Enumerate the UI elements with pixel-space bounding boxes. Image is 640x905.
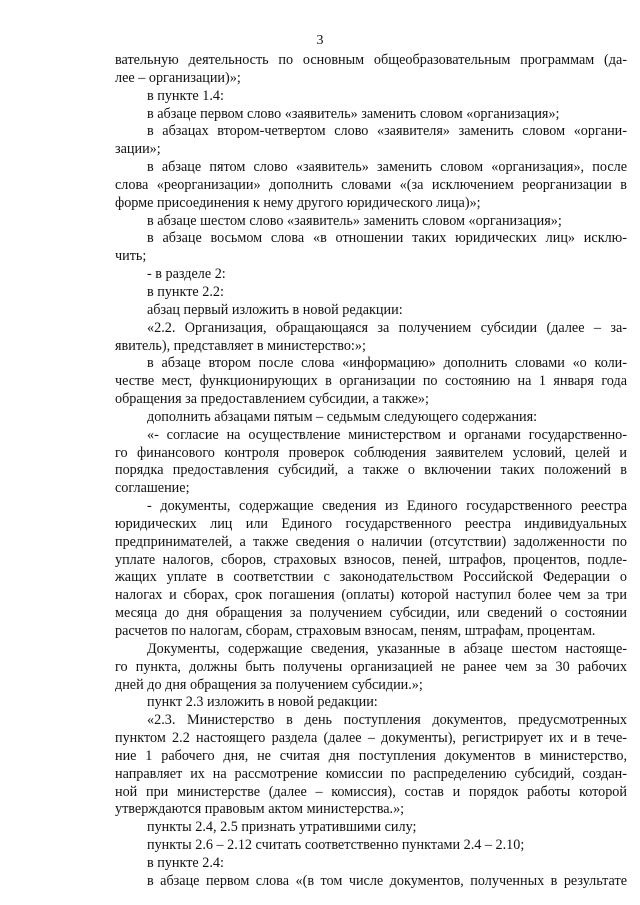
- text-line: порядка предоставления субсидий, а также о включении таких положений в: [115, 462, 627, 479]
- text-line: - документы, содержащие сведения из Единого государственного реестра: [147, 498, 627, 515]
- text-line: юридических лиц или Единого государственного реестра индивидуальных: [115, 515, 627, 532]
- text-line: в абзаце первом слово «заявитель» заменить словом «организация»;: [147, 105, 560, 122]
- text-line: го пункта, должны быть получены организацией не ранее чем за 30 рабочих: [115, 658, 627, 675]
- text-line: - в разделе 2:: [147, 266, 226, 283]
- text-line: пункты 2.4, 2.5 признать утратившими силу;: [147, 819, 417, 836]
- text-line: жащих уплате в соответствии с законодательством Российской Федерации о: [115, 569, 627, 586]
- page-number: 3: [316, 33, 324, 48]
- text-line: ние 1 рабочего дня, не считая дня поступления документов в министерство,: [115, 747, 627, 764]
- text-line: налогах и сборах, срок погашения (оплаты) которой наступил более чем за три: [115, 587, 627, 604]
- text-line: утверждаются правовым актом министерства.»;: [115, 801, 405, 818]
- text-line: уплате налогов, сборов, страховых взносов, пеней, штрафов, процентов, подле-: [115, 551, 627, 568]
- text-line: «2.3. Министерство в день поступления документов, предусмотренных: [147, 712, 627, 729]
- text-line: направляет их на рассмотрение комиссии по распределению субсидий, создан-: [115, 765, 627, 782]
- text-line: в пункте 2.2:: [147, 283, 224, 300]
- text-line: в абзаце шестом слово «заявитель» заменить словом «организация»;: [147, 212, 562, 229]
- text-line: пункт 2.3 изложить в новой редакции:: [147, 694, 378, 711]
- text-line: «2.2. Организация, обращающаяся за получением субсидии (далее – за-: [147, 319, 627, 336]
- text-line: дополнить абзацами пятым – седьмым следующего содержания:: [147, 408, 538, 425]
- text-line: абзац первый изложить в новой редакции:: [147, 301, 403, 318]
- text-line: честве мест, функционирующих в организации по состоянию на 1 января года: [115, 373, 627, 390]
- text-line: ной при министерстве (далее – комиссия), состав и порядок работы которой: [115, 783, 627, 800]
- text-line: зации»;: [115, 141, 161, 158]
- text-line: форме присоединения к нему другого юридического лица)»;: [115, 194, 481, 211]
- body-text: [115, 52, 627, 891]
- text-line: лее – организации)»;: [115, 69, 241, 86]
- text-line: в пункте 2.4:: [147, 854, 224, 871]
- text-line: вательную деятельность по основным общеобразовательным программам (да-: [115, 52, 627, 68]
- text-line: предпринимателей, а также сведения о наличии (отсутствии) задолженности по: [115, 533, 627, 550]
- text-line: «- согласие на осуществление министерством и органами государственно-: [147, 426, 627, 443]
- text-line: Документы, содержащие сведения, указанные в абзаце шестом настояще-: [147, 640, 627, 657]
- text-line: пунктом 2.2 настоящего раздела (далее – документы), регистрирует их и в тече-: [115, 730, 627, 747]
- text-line: в абзаце пятом слово «заявитель» заменить словом «организация», после: [147, 159, 627, 176]
- text-line: соглашение;: [115, 480, 190, 497]
- text-line: в абзаце первом слова «(в том числе документов, полученных в результате: [147, 872, 627, 889]
- text-line: слова «реорганизации» дополнить словами «(за исключением реорганизации в: [115, 176, 627, 193]
- text-line: в абзаце восьмом слова «в отношении таких юридических лиц» исклю-: [147, 230, 627, 247]
- text-line: в абзаце втором после слова «информацию» дополнить словами «о коли-: [147, 355, 627, 372]
- text-line: дней до дня обращения за получением субсидии.»;: [115, 676, 423, 693]
- text-line: расчетов по налогам, сборам, страховым взносам, пеням, штрафам, процентам.: [115, 623, 596, 639]
- text-line: месяца до дня обращения за получением субсидии, или сведений о состоянии: [115, 605, 627, 622]
- text-line: пункты 2.6 – 2.12 считать соответственно пунктами 2.4 – 2.10;: [147, 837, 525, 854]
- text-line: чить;: [115, 248, 147, 265]
- text-line: го финансового контроля проверок соблюдения заявителем условий, целей и: [115, 444, 627, 461]
- text-line: в абзацах втором-четвертом слово «заявителя» заменить словом «органи-: [147, 123, 627, 140]
- text-line: явитель), представляет в министерство:»;: [115, 337, 366, 354]
- text-line: обращения за предоставлением субсидии, а также»;: [115, 391, 429, 408]
- text-line: в пункте 1.4:: [147, 87, 224, 104]
